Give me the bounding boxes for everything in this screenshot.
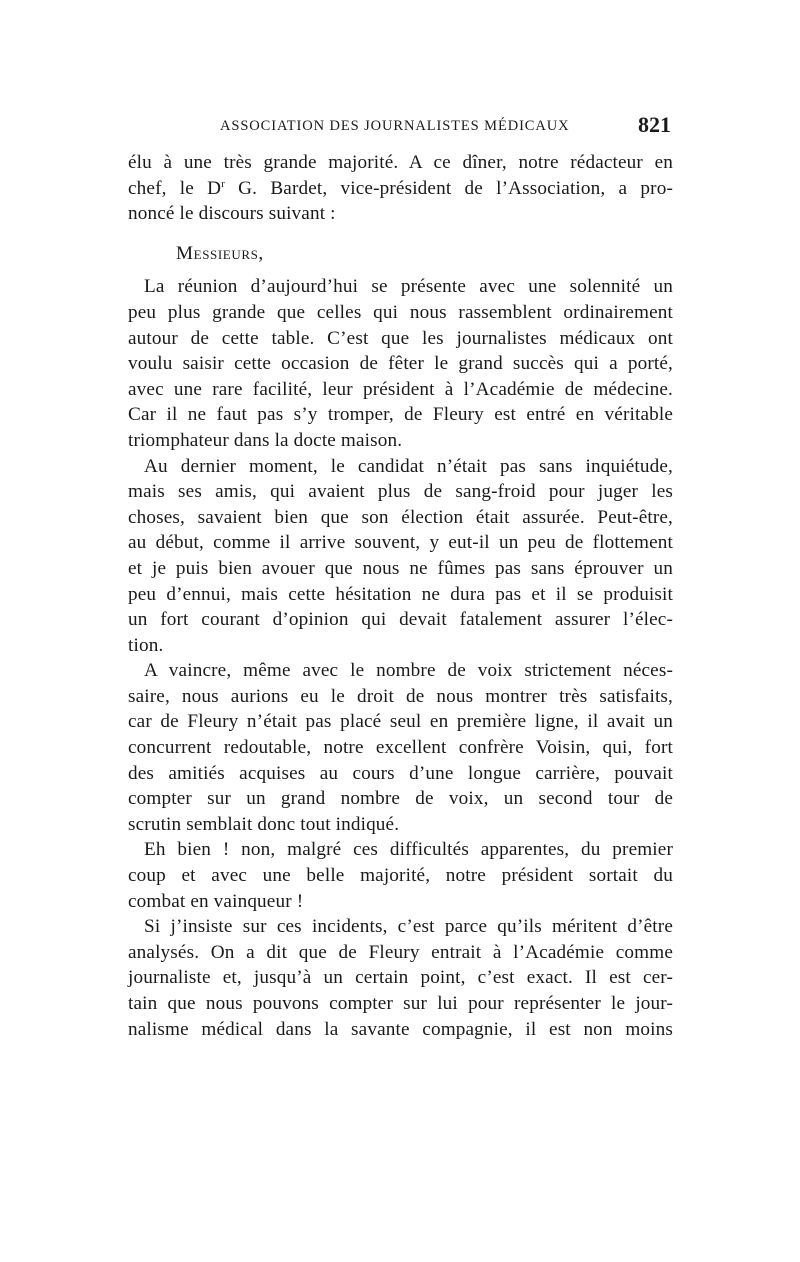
paragraph-first-line: Eh bien ! non, malgré ces difficultés apparentes, du premier	[144, 839, 673, 861]
text-line: élu à une très grande majorité. A ce dîner, notre rédacteur en	[128, 152, 673, 173]
text-line: autour de cette table. C’est que les journalistes médicaux ont	[128, 327, 673, 349]
text-line: journaliste et, jusqu’à un certain point, c’est exact. Il est cer-	[128, 967, 673, 989]
text-line: tain que nous pouvons compter sur lui pour représenter le jour-	[128, 993, 673, 1014]
paragraph-first-line: La réunion d’aujourd’hui se présente avec une solennité un	[144, 276, 673, 298]
text-line: car de Fleury n’était pas placé seul en première ligne, il avait un	[128, 711, 673, 733]
paragraph-first-line: A vaincre, même avec le nombre de voix strictement néces-	[144, 660, 673, 682]
paragraph-first-line: Au dernier moment, le candidat n’était pas sans inquiétude,	[144, 455, 673, 477]
text-line: voulu saisir cette occasion de fêter le grand succès qui a porté,	[128, 353, 673, 375]
superscript: r	[221, 177, 225, 190]
paragraph-last-line: scrutin semblait donc tout indiqué.	[128, 813, 400, 835]
paragraph-last-line: combat en vainqueur !	[128, 890, 304, 912]
text-line: coup et avec une belle majorité, notre président sortait du	[128, 865, 673, 887]
text-line: et je puis bien avouer que nous ne fûmes pas sans éprouver un	[128, 557, 673, 579]
paragraph-last-line: noncé le discours suivant :	[128, 203, 336, 225]
page-number: 821	[638, 112, 671, 137]
text-line: analysés. On a dit que de Fleury entrait à l’Académie comme	[128, 941, 673, 963]
text-line: mais ses amis, qui avaient plus de sang-froid pour juger les	[128, 481, 673, 503]
text-line: au début, comme il arrive souvent, y eut-il un peu de flottement	[128, 532, 673, 554]
running-title: ASSOCIATION DES JOURNALISTES MÉDICAUX	[220, 118, 570, 134]
paragraph-last-line: tion.	[128, 634, 164, 656]
page-header	[128, 114, 673, 140]
paragraph-first-line: Si j’insiste sur ces incidents, c’est parce qu’ils méritent d’être	[144, 916, 673, 938]
text-line: choses, savaient bien que son élection était assurée. Peut-être,	[128, 506, 673, 528]
text-line: des amitiés acquises au cours d’une longue carrière, pouvait	[128, 762, 673, 784]
text-line-part: chef, le D	[128, 177, 222, 199]
text-line: Car il ne faut pas s’y tromper, de Fleury est entré en véritable	[128, 404, 673, 426]
text-line: peu plus grande que celles qui nous rassemblent ordinairement	[128, 301, 673, 323]
text-line: avec une rare facilité, leur président à l’Académie de médecine.	[128, 378, 673, 400]
text-line: saire, nous aurions eu le droit de nous montrer très satisfaits,	[128, 685, 673, 707]
salutation: Messieurs,	[176, 242, 264, 264]
text-line-part: G. Bardet, vice-président de l’Association, a pro-	[224, 177, 673, 199]
text-line	[128, 176, 673, 202]
body-text	[128, 150, 673, 1042]
text-line: concurrent redoutable, notre excellent confrère Voisin, qui, fort	[128, 737, 673, 759]
text-line: un fort courant d’opinion qui devait fatalement assurer l’élec-	[128, 609, 673, 631]
text-line: compter sur un grand nombre de voix, un second tour de	[128, 788, 673, 810]
text-line: peu d’ennui, mais cette hésitation ne dura pas et il se produisit	[128, 583, 673, 605]
paragraph-last-line: triomphateur dans la docte maison.	[128, 429, 403, 451]
text-line: nalisme médical dans la savante compagnie, il est non moins	[128, 1018, 673, 1040]
